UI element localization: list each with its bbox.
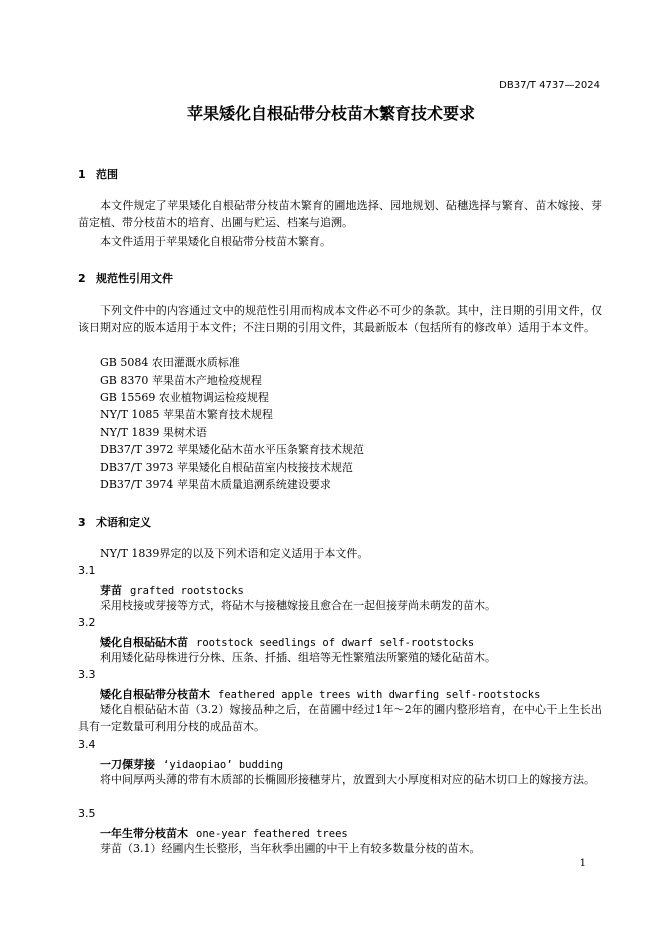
standard-code: DB37/T 4737—2024 [499, 80, 600, 91]
reference-item: NY/T 1839 果树术语 [100, 426, 207, 439]
term-number: 3.1 [78, 564, 96, 577]
term-definition: 矮化自根砧砧木苗（3.2）嫁接品种之后，在苗圃中经过1年～2年的圃内整形培育，在中心干上生长出具有一定数量可利用分枝的成品苗木。 [78, 703, 602, 733]
reference-item: NY/T 1085 苹果苗木繁育技术规程 [100, 408, 273, 421]
term-heading [100, 582, 244, 598]
term-chinese: 矮化自根砧带分枝苗木 [100, 688, 210, 701]
section-3-heading [78, 514, 151, 530]
reference-item: DB37/T 3972 苹果矮化砧木苗水平压条繁育技术规范 [100, 443, 364, 456]
term-heading [100, 686, 540, 702]
term-heading [100, 756, 283, 772]
term-number: 3.3 [78, 668, 96, 681]
section-2-heading [78, 270, 173, 286]
term-number: 3.4 [78, 738, 96, 751]
refs-intro-paragraph: 下列文件中的内容通过文中的规范性引用而构成本文件必不可少的条款。其中，注日期的引用文件，仅该日期对应的版本适用于本文件；不注日期的引用文件，其最新版本（包括所有的修改单）适用于本文件。 [78, 304, 602, 334]
section-title: 术语和定义 [96, 516, 151, 529]
section-number: 3 [78, 516, 86, 529]
term-definition: 将中间厚两头薄的带有木质部的长椭圆形接穗芽片，放置到大小厚度相对应的砧木切口上的嫁接方法。 [100, 773, 595, 786]
term-chinese: 矮化自根砧砧木苗 [100, 636, 188, 649]
term-chinese: 一刀傈芽接 [100, 758, 155, 771]
section-number: 2 [78, 272, 86, 285]
section-title: 范围 [96, 168, 118, 181]
term-chinese: 芽苗 [100, 584, 122, 597]
reference-item: GB 5084 农田灌溉水质标准 [100, 356, 240, 369]
reference-item: DB37/T 3974 苹果苗木质量追溯系统建设要求 [100, 478, 331, 491]
term-english: grafted rootstocks [130, 585, 244, 597]
reference-item: DB37/T 3973 苹果矮化自根砧苗室内枝接技术规范 [100, 461, 353, 474]
term-definition: 采用枝接或芽接等方式，将砧木与接穗嫁接且愈合在一起但接芽尚未萌发的苗木。 [100, 599, 496, 612]
term-number: 3.5 [78, 807, 96, 820]
term-number: 3.2 [78, 616, 96, 629]
reference-item: GB 15569 农业植物调运检疫规程 [100, 391, 269, 404]
section-1-heading [78, 166, 118, 182]
term-heading [100, 825, 348, 841]
section-title: 规范性引用文件 [96, 272, 173, 285]
term-chinese: 一年生带分枝苗木 [100, 827, 188, 840]
reference-item: GB 8370 苹果苗木产地检疫规程 [100, 374, 262, 387]
document-title: 苹果矮化自根砧带分枝苗木繁育技术要求 [186, 104, 475, 123]
term-english: feathered apple trees with dwarfing self-rootstocks [218, 689, 541, 701]
term-english: one-year feathered trees [196, 828, 348, 840]
page-number: 1 [579, 858, 586, 869]
term-definition: 芽苗（3.1）经圃内生长整形，当年秋季出圃的中干上有较多数量分枝的苗木。 [100, 842, 481, 855]
terms-intro-paragraph: NY/T 1839界定的以及下列术语和定义适用于本文件。 [100, 547, 369, 560]
term-english: rootstock seedlings of dwarf self-rootstocks [196, 637, 475, 649]
scope-paragraph-2: 本文件适用于苹果矮化自根砧带分枝苗木繁育。 [100, 235, 331, 248]
scope-paragraph-1: 本文件规定了苹果矮化自根砧带分枝苗木繁育的圃地选择、园地规划、砧穗选择与繁育、苗木嫁接、芽苗定植、带分枝苗木的培育、出圃与贮运、档案与追溯。 [78, 199, 602, 229]
term-definition: 利用矮化砧母株进行分株、压条、扦插、组培等无性繁殖法所繁殖的矮化砧苗木。 [100, 651, 496, 664]
section-number: 1 [78, 168, 86, 181]
term-english: ‘yidaopiao’ budding [163, 759, 284, 771]
term-heading [100, 634, 474, 650]
